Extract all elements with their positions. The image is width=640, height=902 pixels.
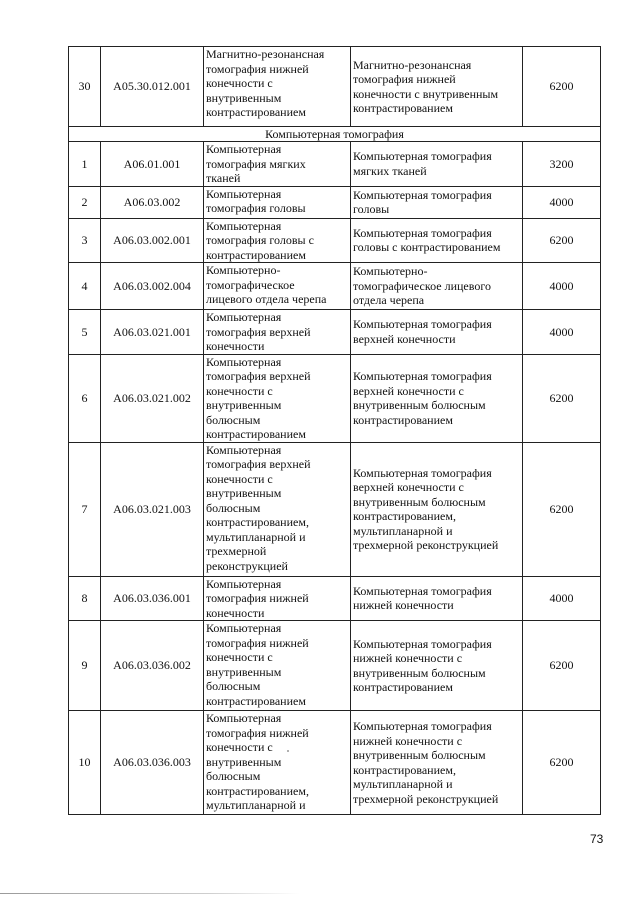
row-number: 2 [69, 186, 101, 218]
service-code: A06.03.021.003 [101, 442, 204, 576]
service-name [204, 576, 351, 621]
service-name-text: Компьютерная томография головы [206, 186, 306, 215]
service-name [204, 142, 351, 187]
table-row [69, 354, 601, 442]
table-row [69, 186, 601, 218]
service-name [204, 711, 351, 815]
service-price: 6200 [523, 47, 601, 127]
service-code: A06.03.021.001 [101, 310, 204, 355]
table-row [69, 218, 601, 263]
service-price: 6200 [523, 711, 601, 815]
service-description [351, 310, 523, 355]
service-name [204, 47, 351, 127]
service-description [351, 621, 523, 711]
service-name-text: Компьютерно- томографическое лицевого отдела черепа [206, 263, 327, 306]
row-number: 8 [69, 576, 101, 621]
service-price: 4000 [523, 576, 601, 621]
row-number: 30 [69, 47, 101, 127]
row-number: 5 [69, 310, 101, 355]
section-header-row [69, 127, 601, 142]
service-price: 6200 [523, 354, 601, 442]
service-description-text: Компьютерная томография верхней конечности с внутривенным болюсным контрастированием [353, 369, 492, 427]
service-code: A06.03.002.004 [101, 263, 204, 310]
row-number: 4 [69, 263, 101, 310]
row-number: 3 [69, 218, 101, 263]
price-table [68, 46, 601, 815]
service-description-text: Компьютерная томография мягких тканей [353, 149, 492, 178]
service-name [204, 354, 351, 442]
section-title: Компьютерная томография [69, 127, 601, 142]
service-price: 6200 [523, 218, 601, 263]
service-price: 6200 [523, 442, 601, 576]
service-name [204, 186, 351, 218]
table-row [69, 621, 601, 711]
service-description-text: Компьютерная томография головы [353, 187, 492, 216]
service-code: A06.03.036.002 [101, 621, 204, 711]
service-name-text: Компьютерная томография мягких тканей [206, 142, 306, 185]
service-description-text: Компьютерно- томографическое лицевого отдела черепа [353, 264, 491, 308]
service-description-text: Компьютерная томография верхней конечности [353, 317, 492, 346]
service-price: 4000 [523, 310, 601, 355]
table-row [69, 47, 601, 127]
rows-body [69, 142, 601, 815]
service-code: A06.03.036.001 [101, 576, 204, 621]
service-description-text: Компьютерная томография нижней конечности с внутривенным болюсным контрастированием [353, 636, 492, 694]
service-name [204, 621, 351, 711]
row-number: 7 [69, 442, 101, 576]
table-row [69, 263, 601, 310]
service-code: A06.03.002 [101, 186, 204, 218]
service-description [351, 711, 523, 815]
service-code: A06.03.002.001 [101, 218, 204, 263]
service-name [204, 218, 351, 263]
service-name-text: Компьютерная томография нижней конечности [206, 576, 309, 620]
service-price: 6200 [523, 621, 601, 711]
service-price: 3200 [523, 142, 601, 187]
service-name [204, 442, 351, 576]
service-description-text: Компьютерная томография нижней конечности [353, 583, 492, 613]
table-row [69, 442, 601, 576]
row-number: 1 [69, 142, 101, 187]
service-name-text: Компьютерная томография головы с контрастированием [206, 218, 314, 262]
table-row [69, 142, 601, 187]
service-name [204, 310, 351, 355]
service-name-text: Компьютерная томография верхней конечности [206, 310, 311, 353]
service-description [351, 218, 523, 263]
row-number: 9 [69, 621, 101, 711]
service-code: A06.01.001 [101, 142, 204, 187]
service-name-text: Компьютерная томография нижней конечности с внутривенным болюсным контрастированием, мультипланарной и [206, 711, 309, 812]
service-price: 4000 [523, 263, 601, 310]
table-row [69, 310, 601, 355]
service-description [351, 354, 523, 442]
service-description [351, 263, 523, 310]
scan-artifact-line [0, 893, 300, 894]
service-name-text: Компьютерная томография верхней конечности с внутривенным болюсным контрастированием [206, 354, 311, 441]
service-description [351, 442, 523, 576]
row-number: 10 [69, 711, 101, 815]
service-description [351, 186, 523, 218]
service-code: A06.03.036.003 [101, 711, 204, 815]
service-name [204, 263, 351, 310]
service-code: A05.30.012.001 [101, 47, 204, 127]
service-price: 4000 [523, 186, 601, 218]
service-description-text: Компьютерная томография головы с контрастированием [353, 225, 501, 255]
service-description [351, 47, 523, 127]
row-number: 6 [69, 354, 101, 442]
service-name-text: Магнитно-резонансная томография нижней конечности с внутривенным контрастированием [206, 47, 325, 119]
table-row [69, 576, 601, 621]
scan-speck [287, 750, 289, 752]
page-number: 73 [590, 832, 604, 846]
service-code: A06.03.021.002 [101, 354, 204, 442]
service-description [351, 576, 523, 621]
service-description [351, 142, 523, 187]
service-description-text: Магнитно-резонансная томография нижней конечности с внутривенным контрастированием [353, 57, 499, 115]
service-description-text: Компьютерная томография нижней конечности с внутривенным болюсным контрастированием, мультипланарной и трехмерной реконструкцией [353, 719, 499, 806]
table-row [69, 711, 601, 815]
service-description-text: Компьютерная томография верхней конечности с внутривенным болюсным контрастированием, мультипланарной и трехмерной реконструкцией [353, 465, 499, 552]
service-name-text: Компьютерная томография верхней конечности с внутривенным болюсным контрастированием, мультипланарной и трехмерной реконструкцией [206, 442, 311, 573]
service-name-text: Компьютерная томография нижней конечности с внутривенным болюсным контрастированием [206, 621, 309, 708]
